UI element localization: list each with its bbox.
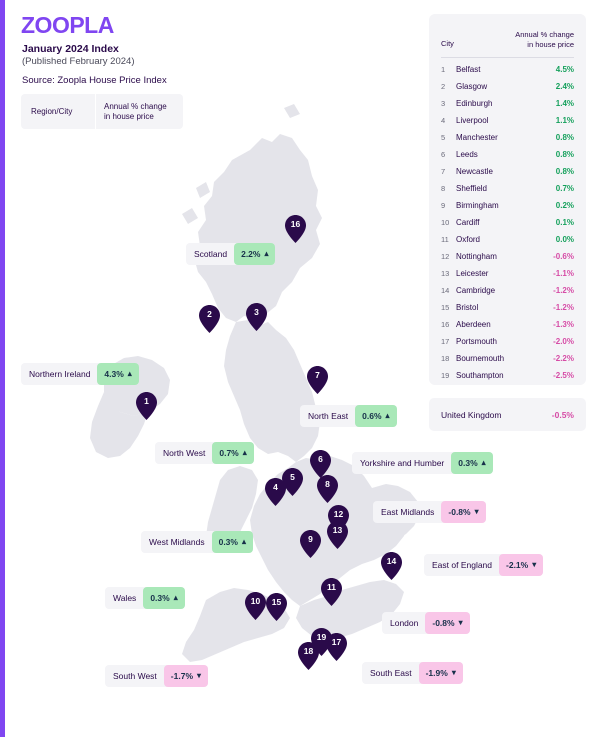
city-rank: 6 bbox=[441, 150, 446, 159]
city-change: -2.0% bbox=[553, 337, 574, 346]
city-name: Liverpool bbox=[456, 116, 489, 125]
region-value: -2.1% ▾ bbox=[499, 554, 543, 576]
arrow-down-icon: ▾ bbox=[197, 671, 202, 680]
city-change: -1.3% bbox=[553, 320, 574, 329]
map-pin-sheffield[interactable] bbox=[317, 475, 338, 503]
map-pin-newcastle[interactable] bbox=[307, 366, 328, 394]
city-name: Birmingham bbox=[456, 201, 499, 210]
table-row[interactable] bbox=[441, 231, 574, 248]
region-label: East of England bbox=[432, 560, 493, 570]
city-change: -1.2% bbox=[553, 303, 574, 312]
table-row[interactable] bbox=[441, 95, 574, 112]
city-change: 2.4% bbox=[555, 82, 574, 91]
arrow-down-icon: ▾ bbox=[451, 668, 456, 677]
arrow-down-icon: ▾ bbox=[474, 507, 479, 516]
region-north-west[interactable] bbox=[155, 442, 254, 464]
region-value: 0.6% ▴ bbox=[355, 405, 396, 427]
city-rank: 18 bbox=[441, 354, 450, 363]
city-rank: 3 bbox=[441, 99, 446, 108]
table-row[interactable] bbox=[441, 180, 574, 197]
city-change: 0.8% bbox=[555, 150, 574, 159]
page-source: Source: Zoopla House Price Index bbox=[22, 75, 167, 86]
region-label: North West bbox=[163, 448, 206, 458]
region-value: 0.7% ▴ bbox=[212, 442, 253, 464]
table-row[interactable] bbox=[441, 197, 574, 214]
city-rank: 5 bbox=[441, 133, 446, 142]
city-rank: 11 bbox=[441, 235, 449, 244]
arrow-up-icon: ▴ bbox=[241, 537, 246, 546]
pin-number: 10 bbox=[250, 596, 261, 606]
city-rank: 2 bbox=[441, 82, 446, 91]
city-change: 0.1% bbox=[555, 218, 574, 227]
city-rank: 10 bbox=[441, 218, 450, 227]
city-rank: 19 bbox=[441, 371, 450, 380]
legend-key bbox=[21, 94, 183, 129]
region-east-midlands[interactable] bbox=[373, 501, 486, 523]
zoopla-logo bbox=[21, 12, 114, 39]
region-east-of-england[interactable] bbox=[424, 554, 543, 576]
legend-key-change: Annual % change in house price bbox=[95, 94, 183, 129]
table-row[interactable] bbox=[441, 214, 574, 231]
map-pin-birmingham[interactable] bbox=[300, 530, 321, 558]
map-pin-cardiff[interactable] bbox=[245, 592, 266, 620]
table-row[interactable] bbox=[441, 129, 574, 146]
city-rank: 14 bbox=[441, 286, 450, 295]
region-value: 0.3% ▴ bbox=[143, 587, 184, 609]
pin-number: 4 bbox=[273, 482, 278, 492]
city-rank: 16 bbox=[441, 320, 450, 329]
table-row[interactable] bbox=[441, 299, 574, 316]
city-name: Leicester bbox=[456, 269, 489, 278]
pin-number: 18 bbox=[303, 646, 314, 656]
region-value: -1.9% ▾ bbox=[419, 662, 463, 684]
logo-text: ZOOPLA bbox=[21, 12, 114, 38]
city-name: Oxford bbox=[456, 235, 481, 244]
city-rank: 12 bbox=[441, 252, 450, 261]
arrow-up-icon: ▴ bbox=[385, 411, 390, 420]
city-change: 0.0% bbox=[555, 235, 574, 244]
city-name: Leeds bbox=[456, 150, 478, 159]
uk-summary-value: -0.5% bbox=[551, 409, 574, 420]
region-label: South West bbox=[113, 671, 157, 681]
city-change: 1.1% bbox=[555, 116, 574, 125]
pin-number: 2 bbox=[207, 309, 212, 319]
map-pin-edinburgh[interactable] bbox=[246, 303, 267, 331]
table-row[interactable] bbox=[441, 163, 574, 180]
map-pin-aberdeen[interactable] bbox=[285, 215, 306, 243]
arrow-up-icon: ▴ bbox=[481, 458, 486, 467]
region-south-west[interactable] bbox=[105, 665, 208, 687]
map-pin-cambridge[interactable] bbox=[381, 552, 402, 580]
city-change: -2.2% bbox=[553, 354, 574, 363]
arrow-up-icon: ▴ bbox=[264, 249, 269, 258]
table-row[interactable] bbox=[441, 333, 574, 350]
city-name: Manchester bbox=[456, 133, 498, 142]
pin-number: 9 bbox=[308, 534, 313, 544]
city-name: Portsmouth bbox=[456, 337, 497, 346]
city-name: Southampton bbox=[456, 371, 504, 380]
region-value: -0.8% ▾ bbox=[441, 501, 485, 523]
city-name: Bristol bbox=[456, 303, 479, 312]
pin-number: 17 bbox=[331, 637, 342, 647]
region-west-midlands[interactable] bbox=[141, 531, 253, 553]
map-pin-belfast[interactable] bbox=[136, 392, 157, 420]
pin-number: 16 bbox=[290, 219, 301, 229]
arrow-up-icon: ▴ bbox=[127, 369, 132, 378]
city-change: 0.7% bbox=[555, 184, 574, 193]
region-value: 0.3% ▴ bbox=[451, 452, 492, 474]
city-rank: 17 bbox=[441, 337, 450, 346]
city-name: Cambridge bbox=[456, 286, 496, 295]
city-rank: 4 bbox=[441, 116, 446, 125]
region-northern-ireland[interactable] bbox=[21, 363, 139, 385]
city-name: Newcastle bbox=[456, 167, 493, 176]
map-pin-oxford[interactable] bbox=[321, 578, 342, 606]
table-row[interactable] bbox=[441, 316, 574, 333]
table-row[interactable] bbox=[441, 146, 574, 163]
uk-summary-panel bbox=[429, 398, 586, 431]
map-pin-manchester[interactable] bbox=[282, 468, 303, 496]
pin-number: 11 bbox=[327, 582, 336, 592]
pin-number: 19 bbox=[316, 632, 327, 642]
table-row[interactable] bbox=[441, 248, 574, 265]
pin-number: 6 bbox=[318, 454, 323, 464]
region-yorkshire-and-humber[interactable] bbox=[352, 452, 493, 474]
table-row[interactable] bbox=[441, 78, 574, 95]
region-value: 2.2% ▴ bbox=[234, 243, 275, 265]
region-value: 0.3% ▴ bbox=[212, 531, 253, 553]
city-change: -2.5% bbox=[553, 371, 574, 380]
city-rank: 13 bbox=[441, 269, 450, 278]
region-south-east[interactable] bbox=[362, 662, 463, 684]
region-label: West Midlands bbox=[149, 537, 205, 547]
city-change: -0.6% bbox=[553, 252, 574, 261]
page-subtitle: (Published February 2024) bbox=[22, 56, 135, 67]
region-label: Wales bbox=[113, 593, 137, 603]
city-change: 0.2% bbox=[555, 201, 574, 210]
city-rank: 1 bbox=[441, 65, 446, 74]
city-rank: 15 bbox=[441, 303, 450, 312]
column-header-city: City bbox=[441, 39, 454, 48]
table-row[interactable] bbox=[441, 112, 574, 129]
map-pin-southampton[interactable] bbox=[311, 628, 332, 656]
city-name: Aberdeen bbox=[456, 320, 491, 329]
pin-number: 15 bbox=[271, 597, 282, 607]
region-label: Scotland bbox=[194, 249, 228, 259]
city-rank: 7 bbox=[441, 167, 446, 176]
pin-number: 8 bbox=[325, 479, 330, 489]
region-label: Northern Ireland bbox=[29, 369, 91, 379]
city-name: Nottingham bbox=[456, 252, 497, 261]
pin-number: 5 bbox=[290, 472, 295, 482]
region-north-east[interactable] bbox=[300, 405, 397, 427]
city-name: Bournemouth bbox=[456, 354, 505, 363]
region-scotland[interactable] bbox=[186, 243, 275, 265]
arrow-up-icon: ▴ bbox=[242, 448, 247, 457]
pin-number: 13 bbox=[332, 525, 343, 535]
city-rank: 8 bbox=[441, 184, 446, 193]
city-table-panel bbox=[429, 14, 586, 385]
table-row[interactable] bbox=[441, 350, 574, 367]
city-change: -1.1% bbox=[553, 269, 574, 278]
map-pin-glasgow[interactable] bbox=[199, 305, 220, 333]
arrow-down-icon: ▾ bbox=[532, 560, 537, 569]
table-row[interactable] bbox=[441, 61, 574, 78]
region-value: 4.3% ▴ bbox=[97, 363, 138, 385]
city-change: -1.2% bbox=[553, 286, 574, 295]
arrow-up-icon: ▴ bbox=[173, 593, 178, 602]
table-row[interactable] bbox=[441, 282, 574, 299]
region-label: East Midlands bbox=[381, 507, 435, 517]
city-change: 4.5% bbox=[555, 65, 574, 74]
pin-number: 1 bbox=[144, 396, 149, 406]
city-name: Cardiff bbox=[456, 218, 480, 227]
region-label: North East bbox=[308, 411, 349, 421]
city-name: Sheffield bbox=[456, 184, 487, 193]
pin-number: 12 bbox=[333, 509, 344, 519]
city-change: 1.4% bbox=[555, 99, 574, 108]
page-title: January 2024 Index bbox=[22, 43, 119, 55]
table-row[interactable] bbox=[441, 367, 574, 384]
map-pin-leicester[interactable] bbox=[327, 521, 348, 549]
region-london[interactable] bbox=[382, 612, 470, 634]
city-name: Belfast bbox=[456, 65, 481, 74]
city-change: 0.8% bbox=[555, 133, 574, 142]
map-pin-leeds[interactable] bbox=[310, 450, 331, 478]
region-value: -1.7% ▾ bbox=[164, 665, 208, 687]
city-name: Glasgow bbox=[456, 82, 488, 91]
pin-number: 3 bbox=[254, 307, 259, 317]
region-wales[interactable] bbox=[105, 587, 185, 609]
uk-summary-label: United Kingdom bbox=[441, 409, 502, 420]
city-name: Edinburgh bbox=[456, 99, 493, 108]
city-table-header bbox=[441, 30, 574, 58]
pin-number: 7 bbox=[315, 370, 320, 380]
region-label: South East bbox=[370, 668, 412, 678]
city-rank: 9 bbox=[441, 201, 446, 210]
map-pin-bristol[interactable] bbox=[266, 593, 287, 621]
pin-number: 14 bbox=[386, 556, 397, 566]
region-label: Yorkshire and Humber bbox=[360, 458, 445, 468]
region-label: London bbox=[390, 618, 419, 628]
table-row[interactable] bbox=[441, 265, 574, 282]
region-value: -0.8% ▾ bbox=[425, 612, 469, 634]
arrow-down-icon: ▾ bbox=[458, 618, 463, 627]
legend-key-region: Region/City bbox=[31, 107, 73, 116]
city-change: 0.8% bbox=[555, 167, 574, 176]
column-header-change: Annual % change in house price bbox=[515, 30, 574, 49]
